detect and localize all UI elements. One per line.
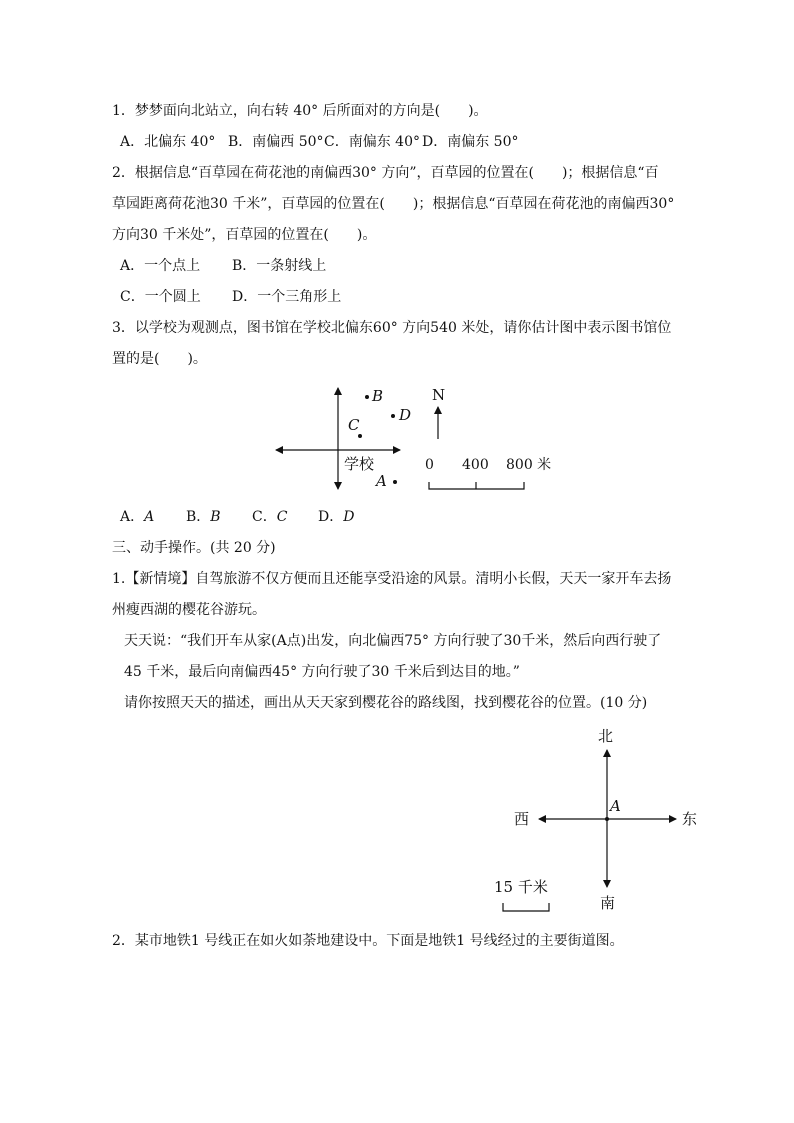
p1-line2: 州瘦西湖的樱花谷游玩。 (112, 602, 266, 618)
p1-line3: 天天说：“我们开车从家(A点)出发，向北偏西75° 方向行驶了30千米，然后向西行驶了 (124, 633, 662, 649)
q3-label-d: D (399, 406, 412, 424)
q3-label-a: A (376, 472, 387, 490)
q3-point-c (358, 434, 362, 438)
q3-direction-figure (0, 375, 794, 505)
q3-north-label: N (432, 386, 446, 404)
q3-option-a: A．A (120, 509, 155, 525)
q2-option-c: C．一个圆上 (120, 289, 201, 305)
q3-point-a (393, 480, 397, 484)
q3-line1: 3．以学校为观测点，图书馆在学校北偏东60° 方向540 米处，请你估计图中表示图书馆位 (112, 320, 672, 336)
p1-line1: 1.【新情境】自驾旅游不仅方便而且还能享受沿途的风景。清明小长假，天天一家开车去扬 (112, 571, 672, 587)
q1-option-a: A．北偏东 40° (120, 134, 216, 150)
q3-line2: 置的是( )。 (112, 351, 207, 367)
q3-option-d: D．D (318, 509, 355, 525)
q3-option-b: B．B (186, 509, 221, 525)
p1-scale-label: 15 千米 (494, 878, 548, 896)
q3-point-b (365, 395, 369, 399)
q3-label-c: C (348, 416, 360, 434)
q1-option-b: B．南偏西 50° (228, 134, 324, 150)
q3-scale-0: 0 (425, 457, 434, 473)
q3-option-c: C．C (252, 509, 288, 525)
p2-text: 2．某市地铁1 号线正在如火如荼地建设中。下面是地铁1 号线经过的主要街道图。 (112, 933, 624, 949)
q2-option-b: B．一条射线上 (232, 258, 327, 274)
q2-line2: 草园距离荷花池30 千米”，百草园的位置在( )；根据信息“百草园在荷花池的南偏西30° (112, 196, 675, 212)
q2-options-row1 (120, 256, 326, 276)
p1-scale-bar (503, 903, 549, 911)
p1-origin-label: A (610, 797, 621, 815)
q3-scale-bar (429, 482, 524, 489)
p1-south-label: 南 (600, 894, 616, 912)
q2-line3: 方向30 千米处”，百草园的位置在( )。 (112, 227, 377, 243)
q2-options-row2 (120, 287, 341, 307)
q3-label-b: B (372, 387, 384, 405)
q3-options (120, 507, 354, 527)
q1-option-c: C．南偏东 40° (324, 134, 420, 150)
p1-north-label: 北 (598, 727, 614, 745)
q1-option-d: D．南偏东 50° (422, 134, 519, 150)
q1-options (120, 132, 519, 152)
section3-title: 三、动手操作。(共 20 分) (112, 540, 276, 556)
q2-line1: 2．根据信息“百草园在荷花池的南偏西30° 方向”，百草园的位置在( )；根据信息“百 (112, 165, 659, 181)
q3-scale-400: 400 (462, 457, 489, 473)
q3-scale-800: 800 米 (506, 457, 552, 473)
q2-option-d: D．一个三角形上 (232, 289, 342, 305)
q3-label-school: 学校 (344, 455, 375, 473)
q3-point-d (391, 414, 395, 418)
p1-compass-figure (0, 720, 794, 925)
p1-line5: 请你按照天天的描述，画出从天天家到樱花谷的路线图，找到樱花谷的位置。(10 分) (124, 695, 648, 711)
q1-text: 1．梦梦面向北站立，向右转 40° 后所面对的方向是( )。 (112, 103, 488, 119)
p1-east-label: 东 (682, 810, 698, 828)
p1-west-label: 西 (514, 810, 530, 828)
q2-option-a: A．一个点上 (120, 258, 201, 274)
p1-origin-point (605, 817, 609, 821)
p1-line4: 45 千米，最后向南偏西45° 方向行驶了30 千米后到达目的地。” (124, 664, 520, 680)
